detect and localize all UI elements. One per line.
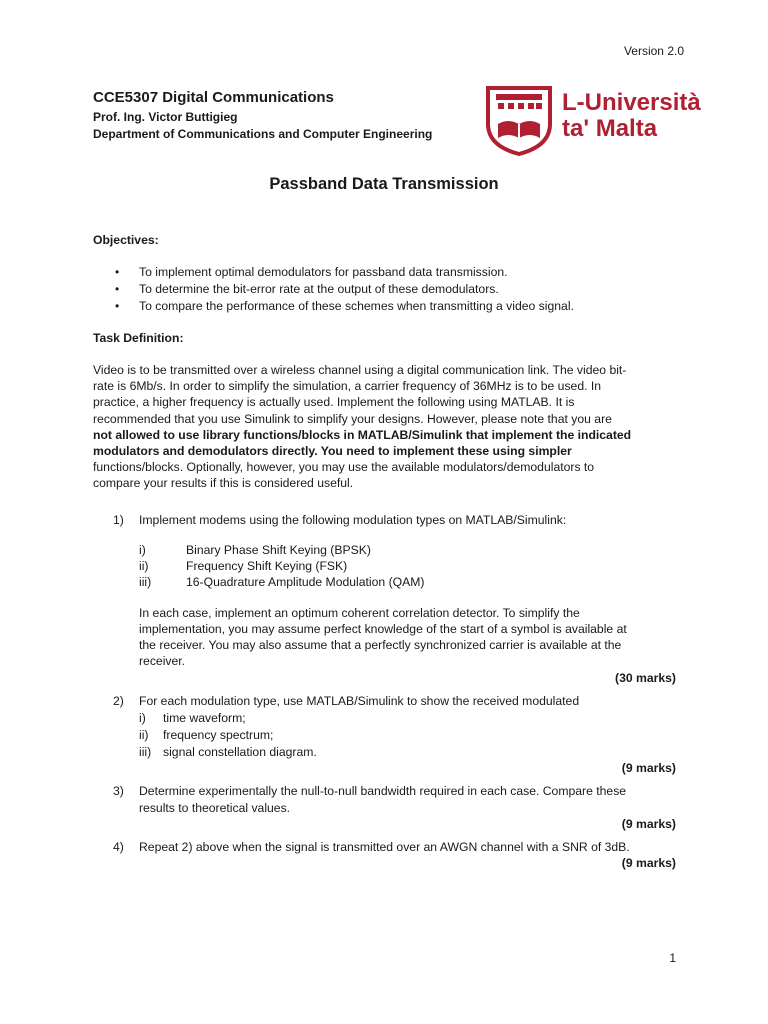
task-line: modulators and demodulators directly. You need to implement these using simpler	[93, 444, 572, 459]
task-line: not allowed to use library functions/blocks in MATLAB/Simulink that implement the indicated	[93, 427, 632, 442]
subitem-text: time waveform;	[163, 711, 246, 725]
bullet-icon: •	[115, 299, 120, 313]
question-text: For each modulation type, use MATLAB/Simulink to show the received modulated	[139, 694, 580, 708]
subitem-text: signal constellation diagram.	[163, 745, 317, 759]
note-line: implementation, you may assume perfect knowledge of the start of a symbol is available at	[139, 622, 627, 636]
marks-label: (9 marks)	[621, 761, 676, 775]
task-line: compare your results if this is considered useful.	[93, 476, 354, 491]
task-line: rate is 6Mb/s. In order to simplify the simulation, a carrier frequency of 36MHz is to be used. In	[93, 379, 602, 394]
question-text: Determine experimentally the null-to-null bandwidth required in each case. Compare these	[139, 784, 627, 798]
marks-label: (9 marks)	[621, 817, 676, 831]
question-number: 1)	[113, 513, 124, 527]
logo-line-2: ta' Malta	[562, 115, 658, 142]
task-heading: Task Definition:	[93, 331, 184, 345]
bullet-icon: •	[115, 265, 120, 279]
objectives-list	[93, 264, 574, 315]
task-line: functions/blocks. Optionally, however, you may use the available modulators/demodulators to	[93, 460, 595, 475]
version-label: Version 2.0	[623, 44, 684, 58]
task-line: recommended that you use Simulink to simplify your designs. However, please note that you are	[93, 411, 612, 426]
question-number: 2)	[113, 694, 124, 708]
subitem-label: ii)	[139, 559, 149, 573]
subitem-text: 16-Quadrature Amplitude Modulation (QAM)	[186, 575, 425, 589]
subitem-text: frequency spectrum;	[163, 728, 274, 742]
department-name: Department of Communications and Computer Engineering	[93, 127, 433, 141]
question-text: results to theoretical values.	[139, 801, 291, 815]
subitem-text: Binary Phase Shift Keying (BPSK)	[186, 543, 371, 557]
marks-label: (9 marks)	[621, 856, 676, 870]
course-title: CCE5307 Digital Communications	[93, 89, 334, 106]
question-text: Repeat 2) above when the signal is transmitted over an AWGN channel with a SNR of 3dB.	[139, 840, 630, 854]
question-number: 3)	[113, 784, 124, 798]
logo-line-1: L-Università	[562, 89, 701, 116]
note-line: In each case, implement an optimum coherent correlation detector. To simplify the	[139, 606, 580, 620]
objective-item: • To implement optimal demodulators for passband data transmission.	[115, 265, 508, 279]
bullet-icon: •	[115, 282, 120, 296]
subitem-label: ii)	[139, 728, 149, 742]
question-number: 4)	[113, 840, 124, 854]
professor-name: Prof. Ing. Victor Buttigieg	[93, 110, 238, 124]
objective-item: • To compare the performance of these schemes when transmitting a video signal.	[115, 299, 574, 313]
objectives-heading: Objectives:	[93, 233, 159, 247]
university-crest-icon	[484, 84, 554, 156]
note-line: the receiver. You may also assume that a perfectly synchronized carrier is available at the	[139, 638, 622, 652]
subitem-label: i)	[139, 543, 146, 557]
subitem-text: Frequency Shift Keying (FSK)	[186, 559, 348, 573]
question-text: Implement modems using the following modulation types on MATLAB/Simulink:	[139, 513, 567, 527]
note-line: receiver.	[139, 654, 186, 668]
task-paragraph	[93, 362, 678, 492]
page-number: 1	[669, 951, 676, 965]
task-line: practice, a higher frequency is actually used. Implement the following using MATLAB. It is	[93, 395, 575, 410]
marks-label: (30 marks)	[615, 671, 676, 685]
university-logo	[484, 84, 706, 156]
subitem-label: iii)	[139, 575, 152, 589]
objective-item: • To determine the bit-error rate at the output of these demodulators.	[115, 282, 499, 296]
document-title: Passband Data Transmission	[269, 175, 499, 193]
subitem-label: i)	[139, 711, 146, 725]
task-line: Video is to be transmitted over a wireless channel using a digital communication link. The video bit-	[93, 363, 627, 377]
subitem-label: iii)	[139, 745, 152, 759]
